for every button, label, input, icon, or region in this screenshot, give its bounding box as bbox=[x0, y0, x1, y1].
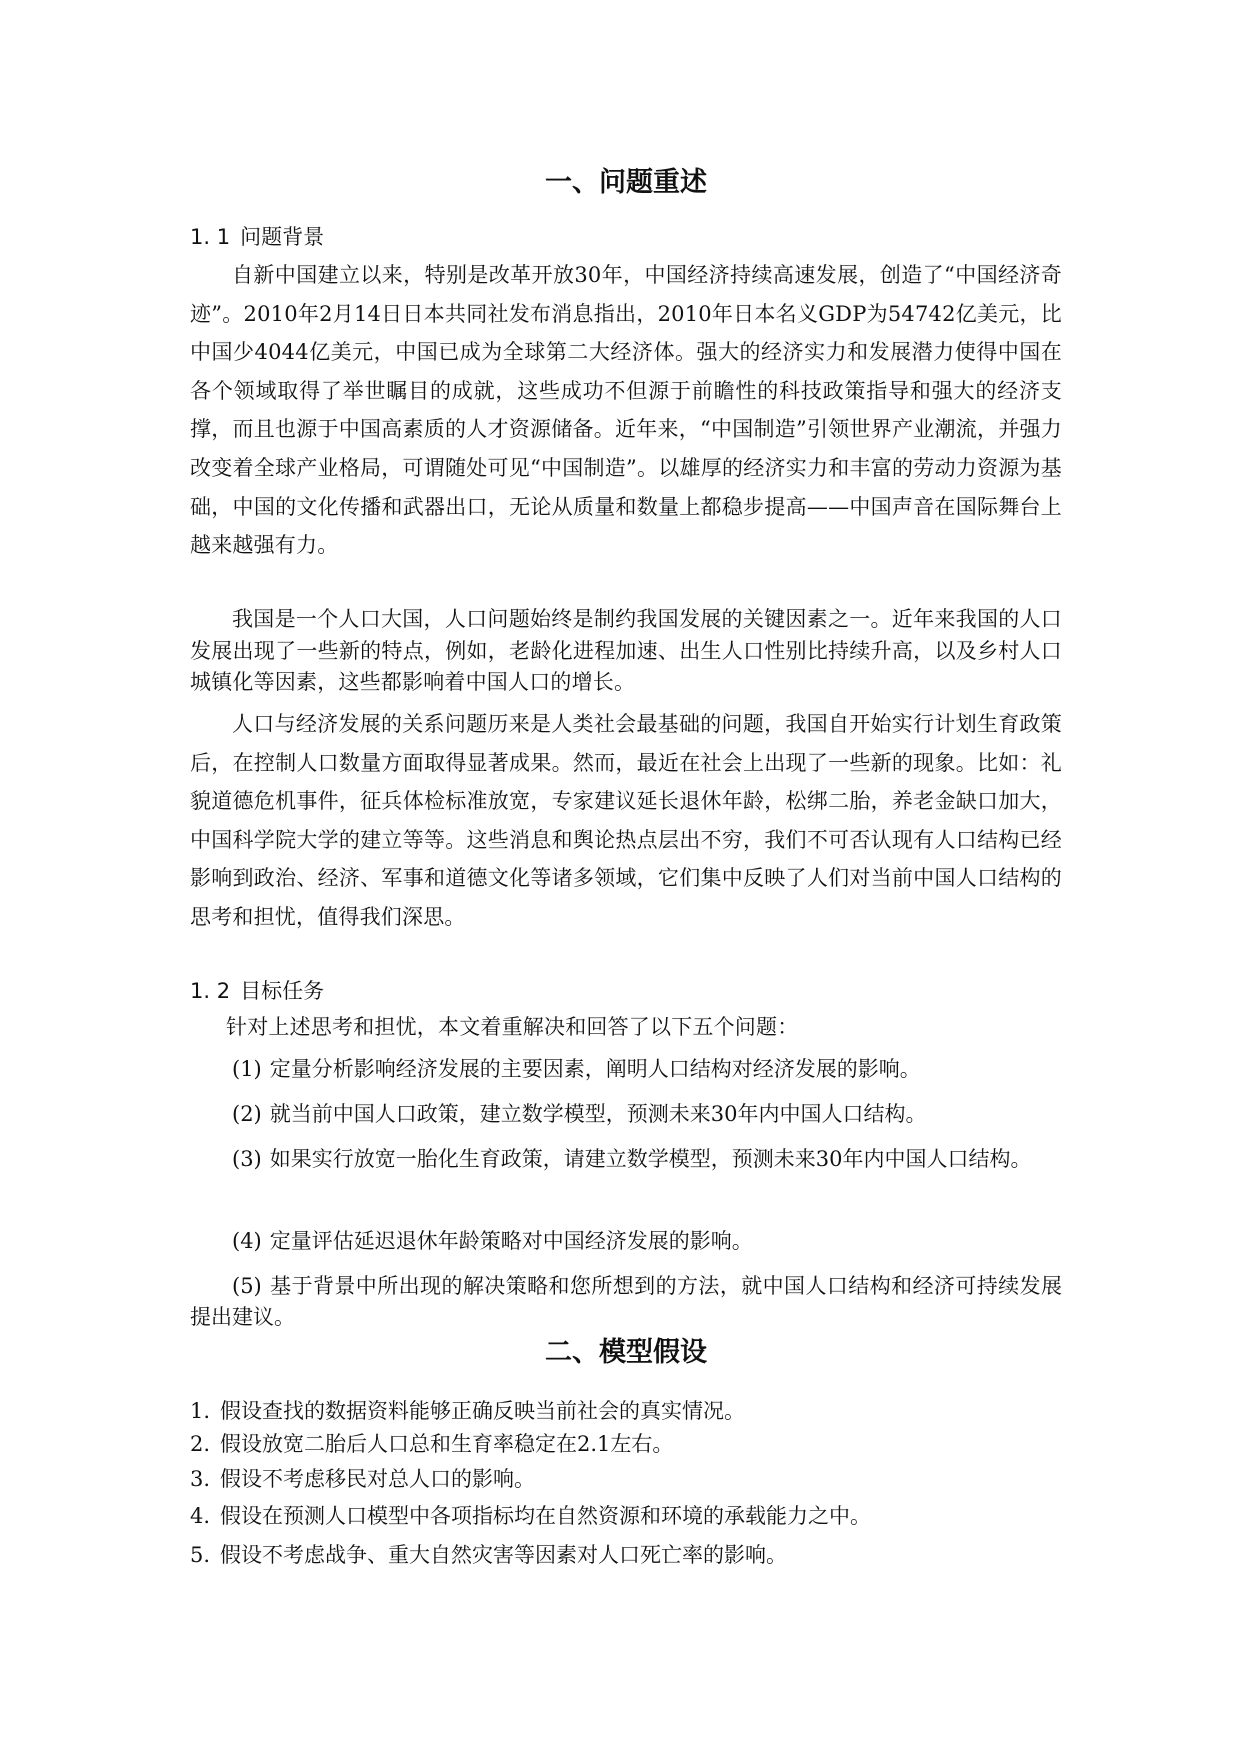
task-text: 定量评估延迟退休年龄策略对中国经济发展的影响。 bbox=[269, 1229, 753, 1253]
task-text: 就当前中国人口政策，建立数学模型，预测未来30年内中国人口结构。 bbox=[269, 1102, 927, 1126]
task-item-1 bbox=[190, 1050, 1062, 1088]
task-number: (3) bbox=[232, 1147, 262, 1171]
task-text: 基于背景中所出现的解决策略和您所想到的方法，就中国人口结构和经济可持续发展提出建议。 bbox=[190, 1274, 1062, 1329]
task-text: 定量分析影响经济发展的主要因素，阐明人口结构对经济发展的影响。 bbox=[269, 1057, 921, 1081]
task-number: (5) bbox=[232, 1274, 262, 1298]
assumption-item-5 bbox=[190, 1539, 1062, 1571]
assumption-text: 假设放宽二胎后人口总和生育率稳定在2.1左右。 bbox=[220, 1432, 674, 1456]
section-title-model-assumptions: 二、模型假设 bbox=[545, 1337, 707, 1368]
assumption-text: 假设查找的数据资料能够正确反映当前社会的真实情况。 bbox=[220, 1399, 745, 1423]
task-number: (2) bbox=[232, 1102, 262, 1126]
assumption-text: 假设不考虑战争、重大自然灾害等因素对人口死亡率的影响。 bbox=[220, 1543, 787, 1567]
subsection-number: 1. 2 bbox=[190, 979, 231, 1003]
assumption-item-1 bbox=[190, 1395, 1062, 1427]
task-number: (1) bbox=[232, 1057, 262, 1081]
assumption-text: 假设在预测人口模型中各项指标均在自然资源和环境的承载能力之中。 bbox=[220, 1504, 871, 1528]
assumption-item-4 bbox=[190, 1500, 1062, 1532]
section-title-problem-restatement: 一、问题重述 bbox=[545, 167, 707, 198]
subsection-title: 问题背景 bbox=[240, 225, 325, 249]
subsection-title: 目标任务 bbox=[240, 979, 325, 1003]
task-item-4 bbox=[190, 1222, 1062, 1260]
assumption-item-2 bbox=[190, 1428, 1062, 1460]
subsection-number: 1. 1 bbox=[190, 225, 231, 249]
assumption-item-3 bbox=[190, 1463, 1062, 1495]
task-item-2 bbox=[190, 1095, 1062, 1133]
assumption-number: 5. bbox=[190, 1543, 211, 1567]
paragraph-economic-background: 自新中国建立以来，特别是改革开放30年，中国经济持续高速发展，创造了“中国经济奇迹”。2010年2月14日日本共同社发布消息指出，2010年日本名义GDP为54742亿美元，比中国少4044亿美元，中国已成为全球第二大经济体。强大的经济实力和发展潜力使得中国在各个领域取得了举世瞩目的成就，这些成功不但源于前瞻性的科技政策指导和强大的经济支撑，而且也源于中国高素质的人才资源储备。近年来，“中国制造”引领世界产业潮流，并强力改变着全球产业格局，可谓随处可见“中国制造”。以雄厚的经济实力和丰富的劳动力资源为基础，中国的文化传播和武器出口，无论从质量和数量上都稳步提高——中国声音在国际舞台上越来越强有力。 bbox=[190, 263, 1062, 558]
assumption-number: 1. bbox=[190, 1399, 211, 1423]
task-text: 如果实行放宽一胎化生育政策，请建立数学模型，预测未来30年内中国人口结构。 bbox=[269, 1147, 1032, 1171]
paragraph-population-economy: 人口与经济发展的关系问题历来是人类社会最基础的问题，我国自开始实行计划生育政策后，在控制人口数量方面取得显著成果。然而，最近在社会上出现了一些新的现象。比如：礼貌道德危机事件，征兵体检标准放宽，专家建议延长退休年龄，松绑二胎，养老金缺口加大，中国科学院大学的建立等等。这些消息和舆论热点层出不穷，我们不可否认现有人口结构已经影响到政治、经济、军事和道德文化等诸多领域，它们集中反映了人们对当前中国人口结构的思考和担忧，值得我们深思。 bbox=[190, 712, 1062, 929]
assumption-number: 4. bbox=[190, 1504, 211, 1528]
assumption-text: 假设不考虑移民对总人口的影响。 bbox=[220, 1467, 535, 1491]
subsection-heading-tasks bbox=[190, 975, 324, 1007]
task-number: (4) bbox=[232, 1229, 262, 1253]
tasks-intro: 针对上述思考和担忧，本文着重解决和回答了以下五个问题： bbox=[226, 1015, 799, 1039]
subsection-heading-background bbox=[190, 221, 324, 253]
task-item-5 bbox=[190, 1271, 1062, 1333]
assumption-number: 3. bbox=[190, 1467, 211, 1491]
assumption-number: 2. bbox=[190, 1432, 211, 1456]
paragraph-population-features: 我国是一个人口大国，人口问题始终是制约我国发展的关键因素之一。近年来我国的人口发展出现了一些新的特点，例如，老龄化进程加速、出生人口性别比持续升高，以及乡村人口城镇化等因素，这些都影响着中国人口的增长。 bbox=[190, 607, 1062, 694]
task-item-3 bbox=[190, 1140, 1062, 1178]
